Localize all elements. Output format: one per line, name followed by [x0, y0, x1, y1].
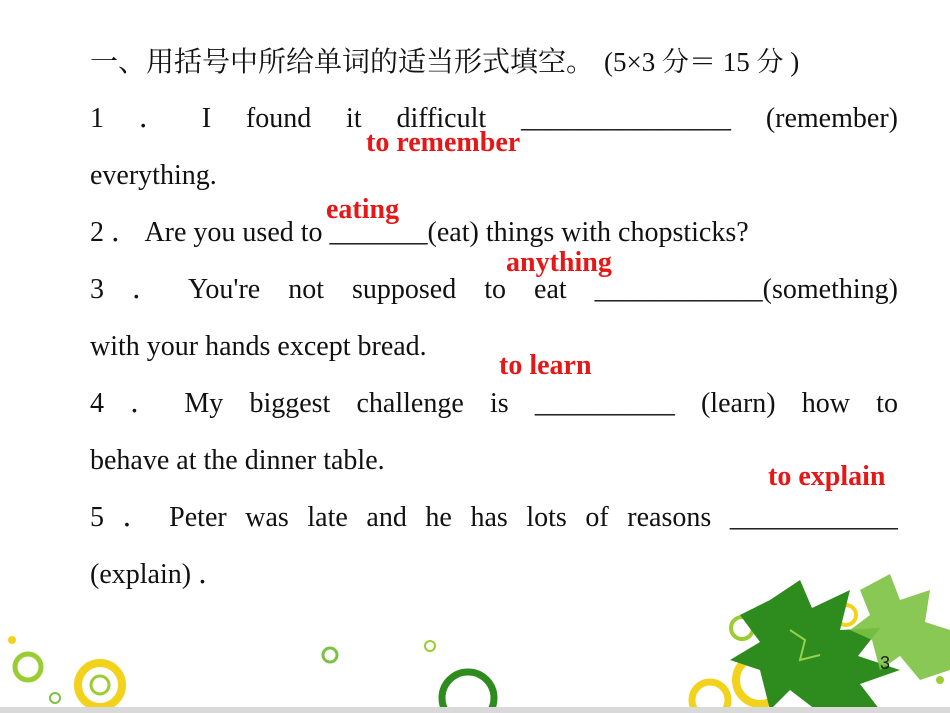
q4-blank: __________ [534, 388, 675, 419]
q5-word: has [470, 502, 508, 533]
q1-word: I [201, 103, 212, 134]
question-5-line-1 [90, 500, 898, 536]
q3-word: You're [188, 274, 261, 305]
answer-3: anything [506, 247, 612, 278]
q5-word: Peter [169, 502, 227, 533]
q5-blank: ____________ [729, 502, 898, 533]
answer-1: to remember [366, 127, 521, 158]
question-5-line-2: (explain) ． [90, 559, 227, 590]
answer-4: to learn [499, 350, 592, 381]
ring-icon [78, 663, 122, 707]
q5-word: and [366, 502, 407, 533]
q3-blank: ____________(something) [594, 274, 898, 305]
ring-icon [15, 654, 41, 680]
q5-word: ． [122, 502, 151, 533]
dot-icon [936, 676, 944, 684]
bottom-border [0, 707, 950, 713]
q4-word: (learn) [700, 388, 776, 419]
question-3-line-2: with your hands except bread. [90, 331, 427, 362]
ring-icon [323, 648, 337, 662]
q1-word: it [346, 103, 362, 134]
q5-word: 5 [90, 502, 104, 533]
decorative-leaves-and-rings [0, 560, 950, 713]
q4-word: to [876, 388, 898, 419]
answer-2: eating [326, 194, 400, 225]
q1-word: (remember) [765, 103, 898, 134]
q1-word: ． [138, 103, 167, 134]
q3-word: ． [132, 274, 161, 305]
q4-word: is [489, 388, 509, 419]
heading-title: 一、用括号中所给单词的适当形式填空。 [90, 47, 595, 78]
q3-word: 3 [90, 274, 104, 305]
q3-word: eat [534, 274, 567, 305]
q5-word: reasons [627, 502, 712, 533]
q1-word: found [245, 103, 312, 134]
q5-word: of [585, 502, 609, 533]
heading-score: (5×3 分＝ 15 分 ) [604, 47, 800, 77]
q4-word: 4 [90, 388, 104, 419]
exercise-heading [90, 44, 898, 81]
q4-word: biggest [249, 388, 331, 419]
q5-word: late [307, 502, 348, 533]
question-4-line-2: behave at the dinner table. [90, 445, 385, 476]
q5-word: lots [526, 502, 567, 533]
q5-word: was [245, 502, 289, 533]
ring-icon [91, 676, 109, 694]
q1-word: difficult [396, 103, 487, 134]
question-4-line-1 [90, 386, 898, 422]
q3-word: not [288, 274, 325, 305]
q3-word: supposed [352, 274, 457, 305]
question-1-line-2: everything. [90, 160, 217, 191]
q3-word: to [484, 274, 507, 305]
question-3-line-1 [90, 272, 898, 308]
dot-icon [8, 636, 16, 644]
ring-icon [50, 693, 60, 703]
q4-word: My [184, 388, 224, 419]
q5-word: he [425, 502, 452, 533]
q4-word: challenge [356, 388, 464, 419]
q4-word: how [801, 388, 850, 419]
page-number: 3 [880, 653, 891, 673]
q1-word: 1 [90, 103, 104, 134]
q1-blank: _______________ [520, 103, 731, 134]
ring-icon [425, 641, 435, 651]
q4-word: ． [130, 388, 159, 419]
answer-5: to explain [768, 461, 886, 492]
question-2-line-1: 2 ． Are you used to _______(eat) things with chopsticks? [90, 217, 749, 248]
